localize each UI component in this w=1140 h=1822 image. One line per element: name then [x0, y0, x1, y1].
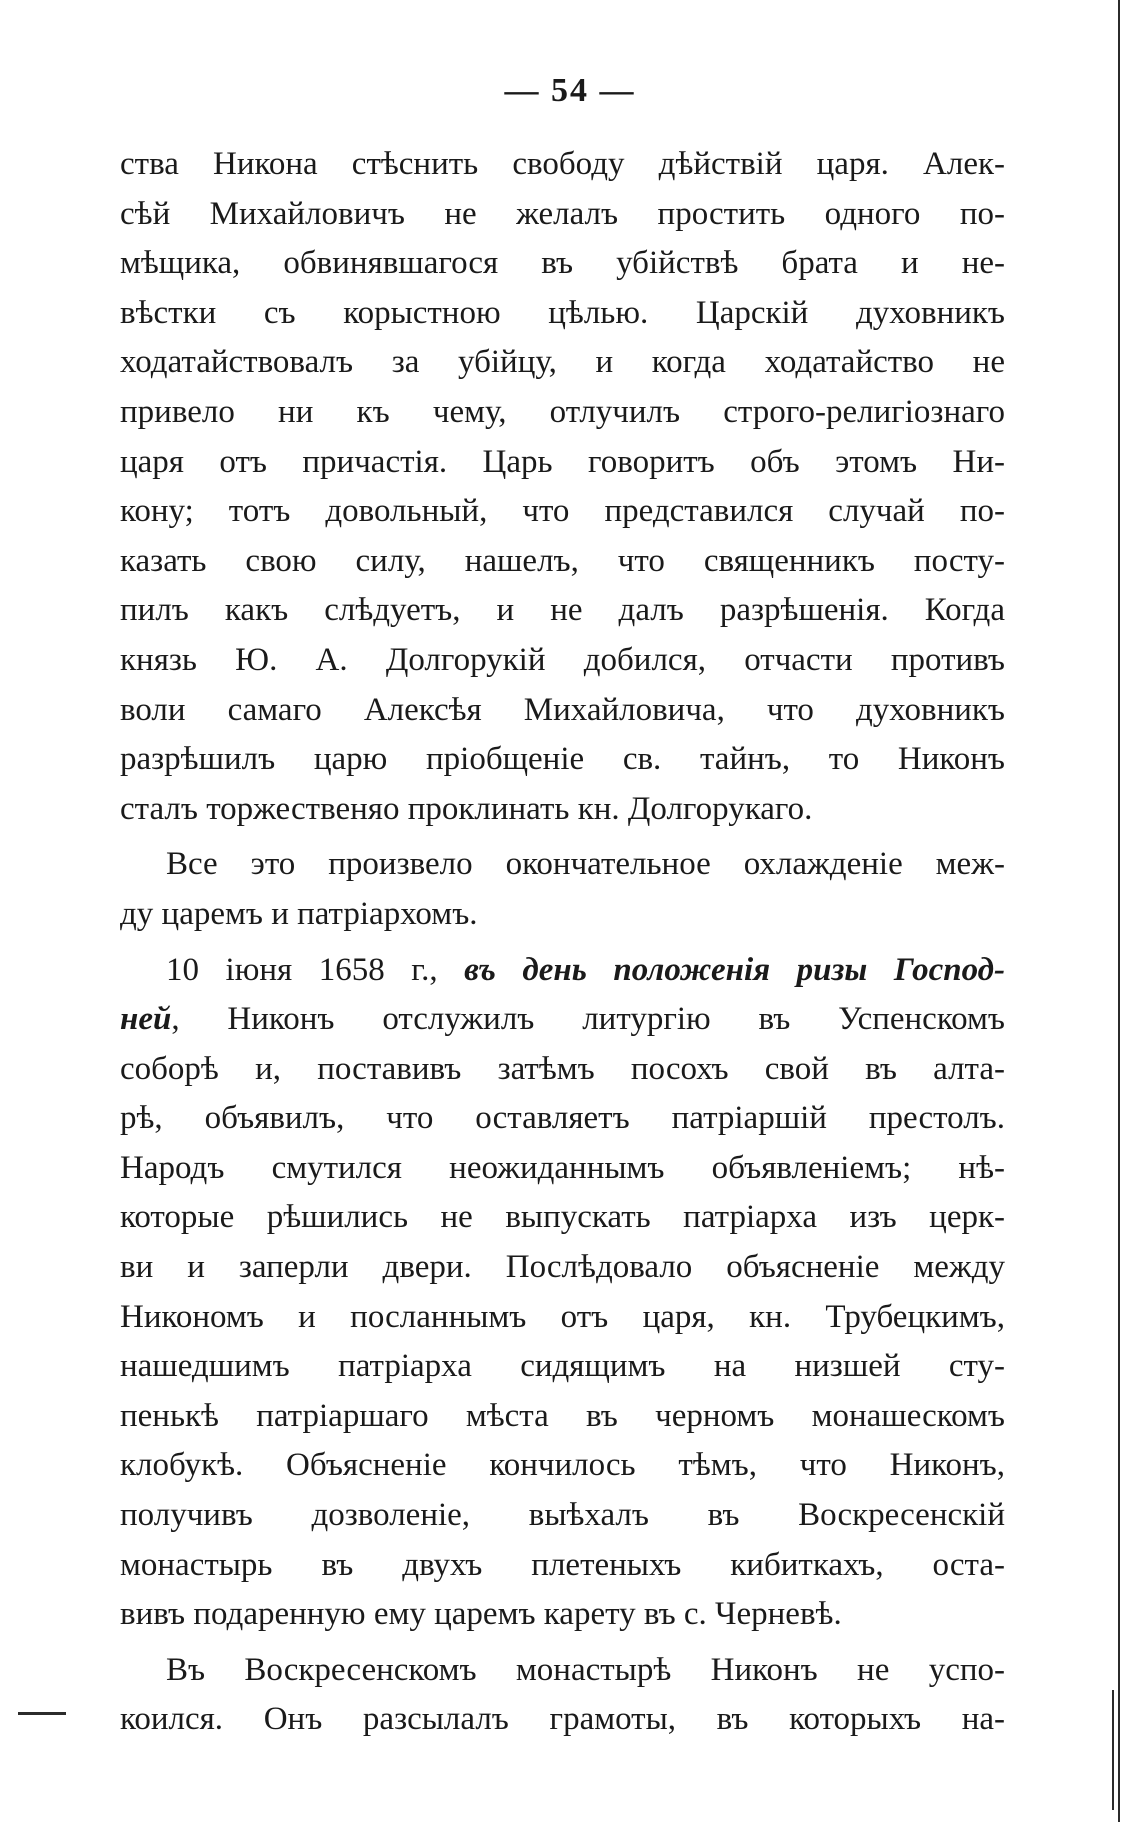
text-line: рѣ, объявилъ, что оставляетъ патріаршій престолъ. — [120, 1100, 1005, 1137]
text-line: Все это произвело окончательное охлажденіе меж- — [166, 846, 1005, 883]
text-line: кону; тотъ довольный, что представился случай по- — [120, 493, 1005, 530]
text-line: клобукѣ. Объясненіе кончилось тѣмъ, что Никонъ, — [120, 1447, 1005, 1484]
text-line: воли самаго Алексѣя Михайловича, что духовникъ — [120, 691, 1005, 728]
text-line: Народъ смутился неожиданнымъ объявленіемъ; нѣ- — [120, 1149, 1005, 1186]
text-line: монастырь въ двухъ плетеныхъ кибиткахъ, оста- — [120, 1546, 1005, 1583]
emphasis-text: ней — [120, 1001, 172, 1038]
date-text: 10 іюня 1658 г., — [166, 951, 438, 988]
text-line: которые рѣшились не выпускать патріарха изъ церк- — [120, 1199, 1005, 1236]
text-line: князь Ю. А. Долгорукій добился, отчасти противъ — [120, 641, 1005, 678]
page-number: — 54 — — [504, 72, 636, 109]
text-line: соборѣ и, поставивъ затѣмъ посохъ свой въ алта- — [120, 1050, 1005, 1087]
text-line: ви и заперли двери. Послѣдовало объясненіе между — [120, 1249, 1005, 1286]
text-line: вѣстки съ корыстною цѣлью. Царскій духовникъ — [120, 294, 1005, 331]
text-line: привело ни къ чему, отлучилъ строго-религіознаго — [120, 393, 1005, 430]
text-line — [120, 995, 1005, 1045]
text-line: разрѣшилъ царю пріобщеніе св. тайнъ, то Никонъ — [120, 741, 1005, 778]
text-line: казать свою силу, нашелъ, что священникъ посту- — [120, 542, 1005, 579]
text-line: Въ Воскресенскомъ монастырѣ Никонъ не успо- — [166, 1651, 1005, 1688]
scan-edge-line — [1118, 0, 1120, 1822]
text-line: коился. Онъ разсылалъ грамоты, въ которыхъ на- — [120, 1701, 1005, 1738]
text-line: мѣщика, обвинявшагося въ убійствѣ брата и не- — [120, 245, 1005, 282]
text-line — [120, 946, 1005, 996]
text-line: сталъ торжественяо проклинать кн. Долгорукаго. — [120, 790, 813, 827]
text-line: получивъ дозволеніе, выѣхалъ въ Воскресенскій — [120, 1497, 1005, 1534]
text-fragment: , Никонъ отслужилъ литургію въ Успенскомъ — [171, 1001, 1005, 1038]
text-line: сѣй Михайловичъ не желалъ простить одного по- — [120, 195, 1005, 232]
scan-edge-line — [1112, 1690, 1114, 1810]
text-line: Никономъ и посланнымъ отъ царя, кн. Трубецкимъ, — [120, 1298, 1005, 1335]
text-line: пилъ какъ слѣдуетъ, и не далъ разрѣшенія. Когда — [120, 592, 1005, 629]
text-line: царя отъ причастія. Царь говоритъ объ этомъ Ни- — [120, 443, 1005, 480]
text-line: ду царемъ и патріархомъ. — [120, 895, 478, 932]
text-line: пенькѣ патріаршаго мѣста въ черномъ монашескомъ — [120, 1397, 1005, 1434]
text-line: нашедшимъ патріарха сидящимъ на низшей сту- — [120, 1348, 1005, 1385]
text-line: ходатайствовалъ за убійцу, и когда ходатайство не — [120, 344, 1005, 381]
text-line: ства Никона стѣснить свободу дѣйствій царя. Алек- — [120, 146, 1005, 182]
emphasis-text: въ день положенія ризы Господ- — [464, 951, 1005, 988]
text-line: вивъ подаренную ему царемъ карету въ с. Черневѣ. — [120, 1596, 842, 1633]
body-text — [120, 140, 1005, 1745]
margin-mark — [18, 1712, 66, 1715]
